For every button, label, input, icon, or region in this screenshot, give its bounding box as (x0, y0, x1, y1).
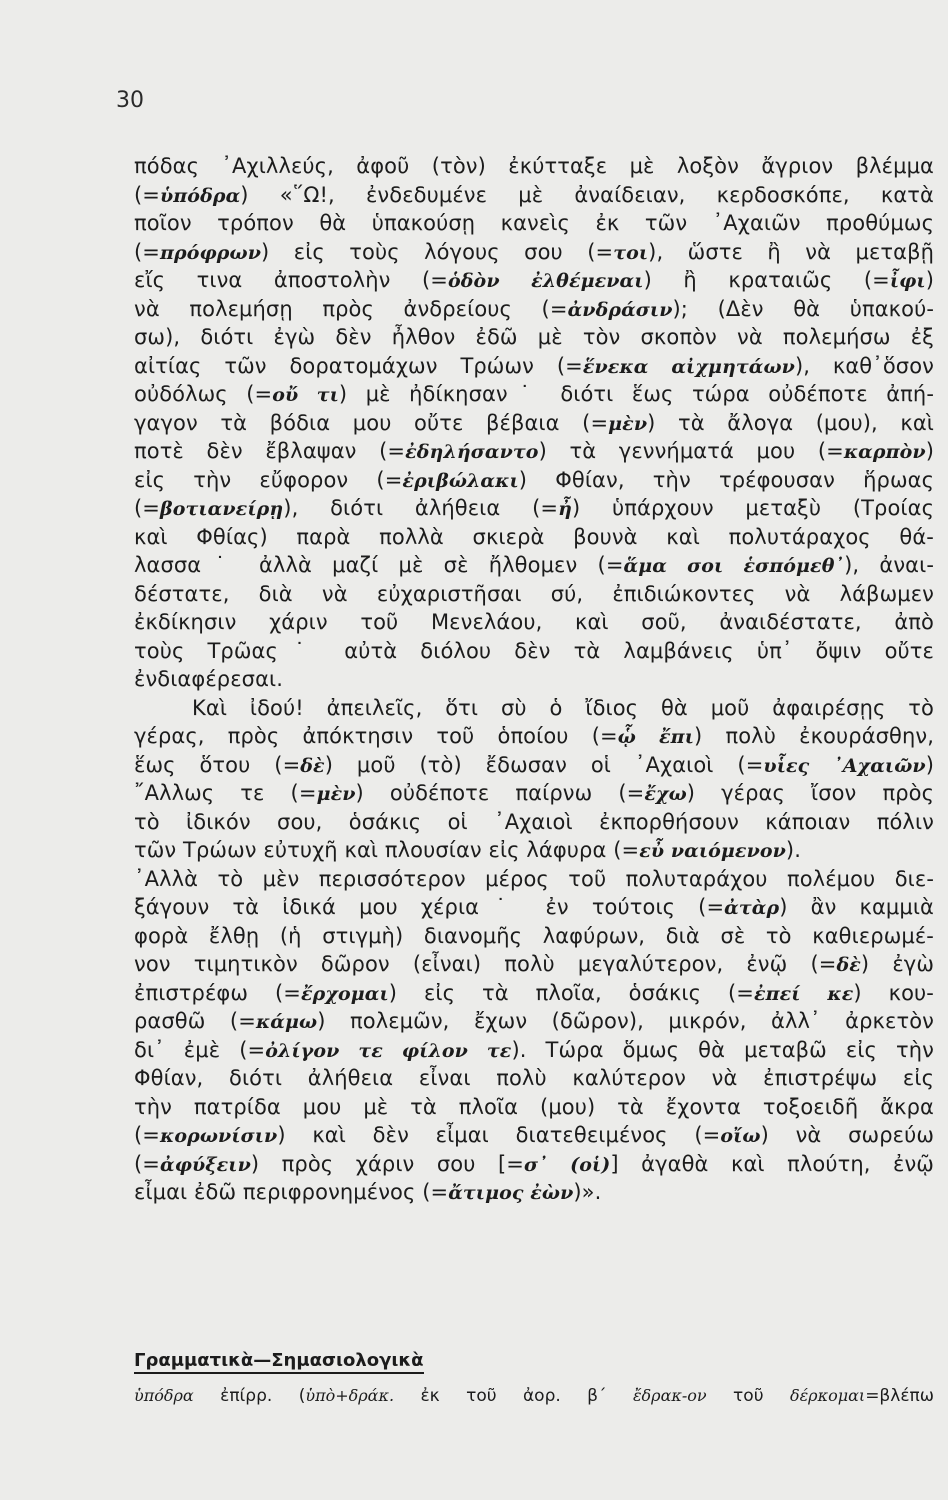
text-line (134, 1093, 934, 1122)
footnote (134, 1386, 934, 1406)
text-segment: ); (Δὲν θὰ ὑπακού- (672, 296, 935, 321)
text-segment: ρασθῶ (= (134, 1009, 256, 1033)
text-line (134, 380, 934, 409)
text-segment: ῎Αλλως τε (= (134, 781, 317, 805)
homeric-gloss: ἀνδράσιν (567, 298, 673, 321)
homeric-gloss: ἦ (558, 498, 572, 520)
homeric-gloss: δὲ (836, 954, 861, 976)
text-segment: ) πολὺ ἐκουράσθην, (694, 724, 935, 748)
homeric-gloss: οἴω (720, 1125, 761, 1147)
homeric-gloss: τοι (613, 241, 649, 264)
text-segment: λασσα˙ ἀλλὰ μαζί μὲ σὲ ἤλθομεν (= (134, 553, 624, 577)
text-line (134, 836, 934, 865)
text-segment: ) (925, 439, 934, 463)
homeric-gloss: ἀφύξειν (160, 1153, 251, 1176)
text-line (134, 494, 934, 523)
text-line (134, 323, 934, 352)
text-line (134, 152, 934, 181)
text-segment: ), καθ᾿ὅσον (794, 353, 934, 378)
text-line (134, 1007, 934, 1036)
text-line (134, 694, 934, 723)
text-line (134, 979, 934, 1008)
text-line (134, 266, 934, 295)
text-segment: ] ἀγαθὰ καὶ πλούτη, ἐνῷ (610, 1151, 934, 1176)
homeric-gloss: ἶφι (889, 270, 926, 292)
text-segment: γαγον τὰ βόδια μου οὔτε βέβαια (= (134, 410, 609, 435)
text-segment: ) Φθίαν, τὴν τρέφουσαν ἥρωας (518, 467, 934, 492)
text-segment: τὸ ἰδικόν σου, ὁσάκις οἱ ᾿Αχαιοὶ ἐκπορθήσουν κάποιαν πόλιν (134, 809, 934, 834)
homeric-gloss: κορωνίσιν (160, 1125, 278, 1147)
homeric-gloss: ἀτὰρ (724, 897, 780, 919)
text-segment: αἰτίας τῶν δορατομάχων Τρώων (= (134, 353, 583, 378)
homeric-gloss: κάμω (255, 1011, 318, 1033)
homeric-gloss: εὖ ναιόμενον (639, 840, 786, 862)
text-segment: γέρας, πρὸς ἀπόκτησιν τοῦ ὁποίου (= (134, 724, 618, 748)
homeric-gloss: ᾧ ἔπι (617, 726, 694, 748)
text-segment: εἴς τινα ἀποστολὴν (= (134, 268, 448, 292)
text-segment: ) εἰς τὰ πλοῖα, ὁσάκις (= (388, 980, 754, 1005)
text-line (134, 608, 934, 637)
text-line (134, 779, 934, 808)
text-segment: ). Τώρα ὅμως θὰ μεταβῶ εἰς τὴν (511, 1037, 935, 1062)
text-segment: ) μὲ ἠδίκησαν˙ διότι ἕως τώρα οὐδέποτε ἀπή- (338, 382, 935, 406)
text-segment: ) γέρας ἴσον πρὸς (686, 781, 934, 805)
text-segment: ποτὲ δὲν ἔβλαψαν (= (134, 439, 406, 463)
text-segment: ) ἐγὼ (860, 952, 935, 976)
text-segment: καὶ Φθίας) παρὰ πολλὰ σκιερὰ βουνὰ καὶ πολυτάραχος θά- (134, 524, 934, 549)
note-term: δέρκομαι (789, 1386, 866, 1405)
text-segment: ), ἀναι- (844, 553, 934, 577)
text-segment: δέστατε, διὰ νὰ εὐχαριστῆσαι σύ, ἐπιδιώκοντες νὰ λάβωμεν (134, 581, 934, 606)
text-segment: νον τιμητικὸν δῶρον (εἶναι) πολὺ μεγαλύτερον, ἐνῷ (= (134, 952, 837, 976)
note-segment: =βλέπω (865, 1386, 935, 1406)
text-segment: ) καὶ δὲν εἶμαι διατεθειμένος (= (277, 1123, 721, 1147)
text-line (134, 466, 934, 495)
text-segment: δι᾿ ἐμὲ (= (134, 1037, 266, 1062)
text-segment: Φθίαν, διότι ἀλήθεια εἶναι πολὺ καλύτερον νὰ ἐπιστρέψω εἰς (134, 1066, 934, 1090)
text-segment: οὐδόλως (= (134, 382, 273, 406)
homeric-gloss: ἐδηλήσαντο (405, 441, 539, 463)
text-line (134, 1178, 934, 1207)
text-segment: τῶν Τρώων εὐτυχῆ καὶ πλουσίαν εἰς λάφυρα (= (134, 838, 640, 862)
text-segment: ἐπιστρέφω (= (134, 980, 301, 1005)
text-line (134, 1121, 934, 1150)
text-segment: τὴν πατρίδα μου μὲ τὰ πλοῖα (μου) τὰ ἔχοντα τοξοειδῆ ἄκρα (134, 1094, 934, 1119)
text-line (134, 751, 934, 780)
text-segment: σω), διότι ἐγὼ δὲν ἦλθον ἐδῶ μὲ τὸν σκοπὸν νὰ πολεμήσω ἐξ (134, 325, 934, 349)
section-heading: Γραμματικὰ—Σημασιολογικὰ (134, 1350, 424, 1374)
homeric-gloss: πρόφρων (160, 241, 262, 264)
text-segment: ), διότι ἀλήθεια (= (283, 496, 559, 520)
homeric-gloss: μὲν (316, 783, 356, 805)
text-line (134, 1036, 934, 1065)
text-line (134, 209, 934, 238)
homeric-gloss: ἔρχομαι (300, 982, 389, 1005)
homeric-gloss: καρπὸν (843, 441, 926, 463)
text-segment: ) «῞Ω!, ἐνδεδυμένε μὲ ἀναίδειαν, κερδοσκόπε, κατὰ (240, 182, 934, 207)
text-segment: ) τὰ ἄλογα (μου), καὶ (647, 410, 934, 435)
homeric-gloss: ἕνεκα αἰχμητάων (582, 355, 795, 378)
note-term: ὑπὸ+δράκ. (305, 1386, 395, 1405)
text-line (134, 352, 934, 381)
text-segment: (= (134, 1123, 160, 1147)
homeric-gloss: βοτιανείρῃ (160, 498, 284, 520)
text-line (134, 722, 934, 751)
homeric-gloss: δὲ (300, 754, 325, 777)
text-line (134, 865, 934, 894)
text-segment: εἰς τὴν εὔφορον (= (134, 467, 403, 492)
homeric-gloss: ἐριβώλακι (402, 469, 519, 492)
text-line (134, 409, 934, 438)
text-segment: ) μοῦ (τὸ) ἔδωσαν οἱ ᾿Αχαιοὶ (= (324, 752, 764, 777)
text-segment: ) (925, 752, 934, 777)
homeric-gloss: ἅμα σοι ἑσπόμεθ᾿ (623, 555, 845, 577)
text-segment: ποῖον τρόπον θὰ ὑπακούσῃ κανεὶς ἐκ τῶν ᾿Αχαιῶν προθύμως (134, 211, 934, 235)
note-segment: τοῦ (706, 1386, 790, 1406)
text-segment: (= (134, 1151, 160, 1176)
homeric-gloss: μὲν (608, 412, 648, 435)
text-segment: ἐνδιαφέρεσαι. (134, 667, 283, 691)
homeric-gloss: ὁδὸν ἐλθέμεναι (448, 270, 644, 292)
text-line (134, 551, 934, 580)
note-segment: ἐπίρρ. ( (193, 1386, 306, 1406)
text-segment: φορὰ ἔλθῃ (ἡ στιγμὴ) διανομῆς λαφύρων, διὰ σὲ τὸ καθιερωμέ- (134, 923, 934, 948)
text-segment: ) εἰς τοὺς λόγους σου (= (261, 239, 614, 264)
text-segment: ) ὑπάρχουν μεταξὺ (Τροίας (572, 496, 934, 520)
homeric-gloss: ἄτιμος ἐὼν (448, 1182, 574, 1204)
text-line (134, 1064, 934, 1093)
text-segment: (= (134, 496, 160, 520)
page-number: 30 (116, 88, 144, 113)
text-line (134, 580, 934, 609)
text-line (134, 1150, 934, 1179)
homeric-gloss: οὔ τι (272, 384, 339, 406)
text-line (134, 950, 934, 979)
text-line (134, 437, 934, 466)
text-line (134, 922, 934, 951)
text-segment: εἶμαι ἐδῶ περιφρονημένος (= (134, 1180, 449, 1204)
text-segment: ἕως ὅτου (= (134, 752, 301, 777)
text-segment: ) οὐδέποτε παίρνω (= (355, 781, 645, 805)
text-segment: ), ὥστε ἢ νὰ μεταβῇ (648, 239, 934, 264)
text-segment: ) ἂν καμμιὰ (779, 895, 934, 919)
text-segment: ᾿Αλλὰ τὸ μὲν περισσότερον μέρος τοῦ πολυταράχου πολέμου διε- (134, 866, 934, 891)
text-line (134, 181, 934, 210)
text-line (134, 637, 934, 666)
homeric-gloss: ὀλίγον τε φίλον τε (265, 1039, 512, 1062)
text-line (134, 808, 934, 837)
homeric-gloss: σ᾿ (οἱ) (523, 1153, 611, 1176)
text-segment: )». (573, 1180, 602, 1204)
homeric-gloss: ἐπεί κε (753, 982, 854, 1005)
text-line (134, 665, 934, 694)
text-segment: ) τὰ γεννήματά μου (= (538, 439, 844, 463)
text-segment: πόδας ᾿Αχιλλεύς, ἀφοῦ (τὸν) ἐκύτταξε μὲ λοξὸν ἄγριον βλέμμα (134, 154, 934, 178)
text-segment: νὰ πολεμήσῃ πρὸς ἀνδρείους (= (134, 296, 568, 321)
text-segment: ) πολεμῶν, ἔχων (δῶρον), μικρόν, ἀλλ᾿ ἀρκετὸν (317, 1009, 934, 1033)
note-term: ὑπόδρα (134, 1386, 194, 1405)
text-line (134, 893, 934, 922)
text-segment: Καὶ ἰδού! ἀπειλεῖς, ὅτι σὺ ὁ ἴδιος θὰ μοῦ ἀφαιρέσῃς τὸ (192, 695, 934, 720)
text-segment: ἐκδίκησιν χάριν τοῦ Μενελάου, καὶ σοῦ, ἀναιδέστατε, ἀπὸ (134, 610, 934, 634)
text-segment: τοὺς Τρῶας˙ αὐτὰ διόλου δὲν τὰ λαμβάνεις ὑπ᾿ ὄψιν οὔτε (134, 638, 934, 663)
text-segment: (= (134, 239, 160, 264)
text-line (134, 523, 934, 552)
note-segment: ἐκ τοῦ ἀορ. β΄ (394, 1386, 633, 1406)
text-segment: ) κου- (853, 980, 934, 1005)
text-segment: ξάγουν τὰ ἰδικά μου χέρια˙ ἐν τούτοις (= (134, 895, 725, 919)
text-line (134, 238, 934, 267)
body-text (134, 152, 934, 1207)
text-segment: ) ἢ κραταιῶς (= (643, 268, 890, 292)
text-segment: (= (134, 182, 160, 207)
text-line (134, 295, 934, 324)
homeric-gloss: ὑπόδρα (160, 184, 241, 207)
homeric-gloss: υἷες ᾿Αχαιῶν (763, 754, 926, 777)
text-segment: ) (925, 268, 934, 292)
text-segment: ) νὰ σωρεύω (760, 1123, 935, 1147)
text-segment: ) πρὸς χάριν σου [= (250, 1151, 524, 1176)
text-segment: ). (785, 838, 801, 862)
homeric-gloss: ἔχω (644, 783, 687, 805)
note-term: ἔδρακ-ον (632, 1386, 707, 1405)
